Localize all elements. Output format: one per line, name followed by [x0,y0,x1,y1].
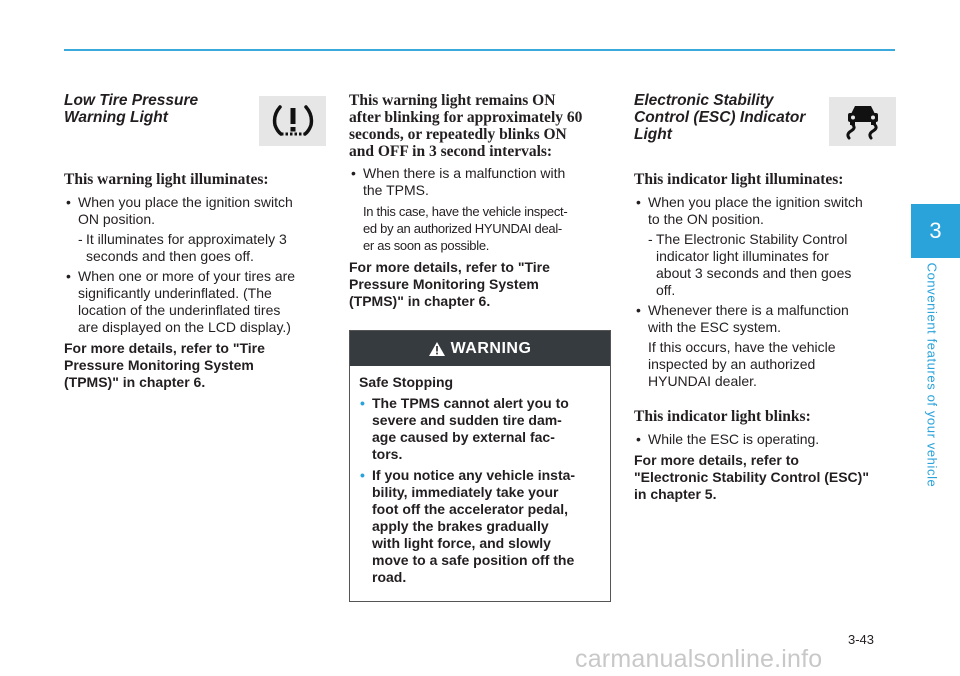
chapter-side-title: Convenient features of your vehicle [924,262,940,488]
list-item: • When there is a malfunction with the TPMS. [349,165,611,199]
list-item: • When you place the ignition switch to the ON position. [634,194,896,228]
list-item: • Whenever there is a malfunction with the ESC system. [634,302,896,336]
subhead-illuminates: This indicator light illuminates: [634,171,844,188]
list-item: - The Electronic Stability Control indicator light illuminates for about 3 seconds and then goes off. [634,231,896,299]
column-esc-indicator [634,92,896,503]
reference-text: For more details, refer to "Tire Pressure Monitoring System (TPMS)" in chapter 6. [64,340,265,390]
list-item: • While the ESC is operating. [634,431,896,448]
list-item: - It illuminates for approximately 3 seconds and then goes off. [64,231,326,265]
list-item: • When you place the ignition switch ON position. [64,194,326,228]
section-title-low-tire: Low Tire Pressure Warning Light [64,92,199,126]
warning-box [349,330,611,602]
warning-item: • If you notice any vehicle insta- bility, immediately take your foot off the accelerator pedal, apply the brakes gradually with light force, and slowly move to a safe position off the road. [359,467,602,586]
page-number: 3-43 [848,632,875,647]
warning-item: • The TPMS cannot alert you to severe and sudden tire dam- age caused by external fac- tors. [359,395,602,463]
watermark: carmanualsonline.info [575,645,823,673]
column-tpms-remains-on [349,92,611,310]
header-rule [64,49,895,51]
subhead-remains-on: This warning light remains ON after blinking for approximately 60 seconds, or repeatedly blinks ON and OFF in 3 second intervals: [349,92,583,160]
esc-indicator-icon [829,97,896,146]
subhead-illuminates: This warning light illuminates: [64,171,269,188]
warning-triangle-icon [429,342,445,356]
tpms-warning-icon [259,96,326,146]
section-title-esc: Electronic Stability Control (ESC) Indicator Light [634,92,806,143]
warning-subtitle: Safe Stopping [359,374,454,390]
reference-text: For more details, refer to "Electronic Stability Control (ESC)" in chapter 5. [634,452,869,502]
subhead-blinks: This indicator light blinks: [634,408,811,425]
note-text: In this case, have the vehicle inspect- ed by an authorized HYUNDAI deal- er as soon as possible. [363,204,568,253]
chapter-tab: 3 [911,204,960,258]
list-item: • When one or more of your tires are significantly underinflated. (The location of the underinflated tires are displayed on the LCD display.) [64,268,326,336]
note-text: If this occurs, have the vehicle inspected by an authorized HYUNDAI dealer. [648,339,836,389]
reference-text: For more details, refer to "Tire Pressure Monitoring System (TPMS)" in chapter 6. [349,259,550,309]
warning-header: WARNING [350,331,610,366]
